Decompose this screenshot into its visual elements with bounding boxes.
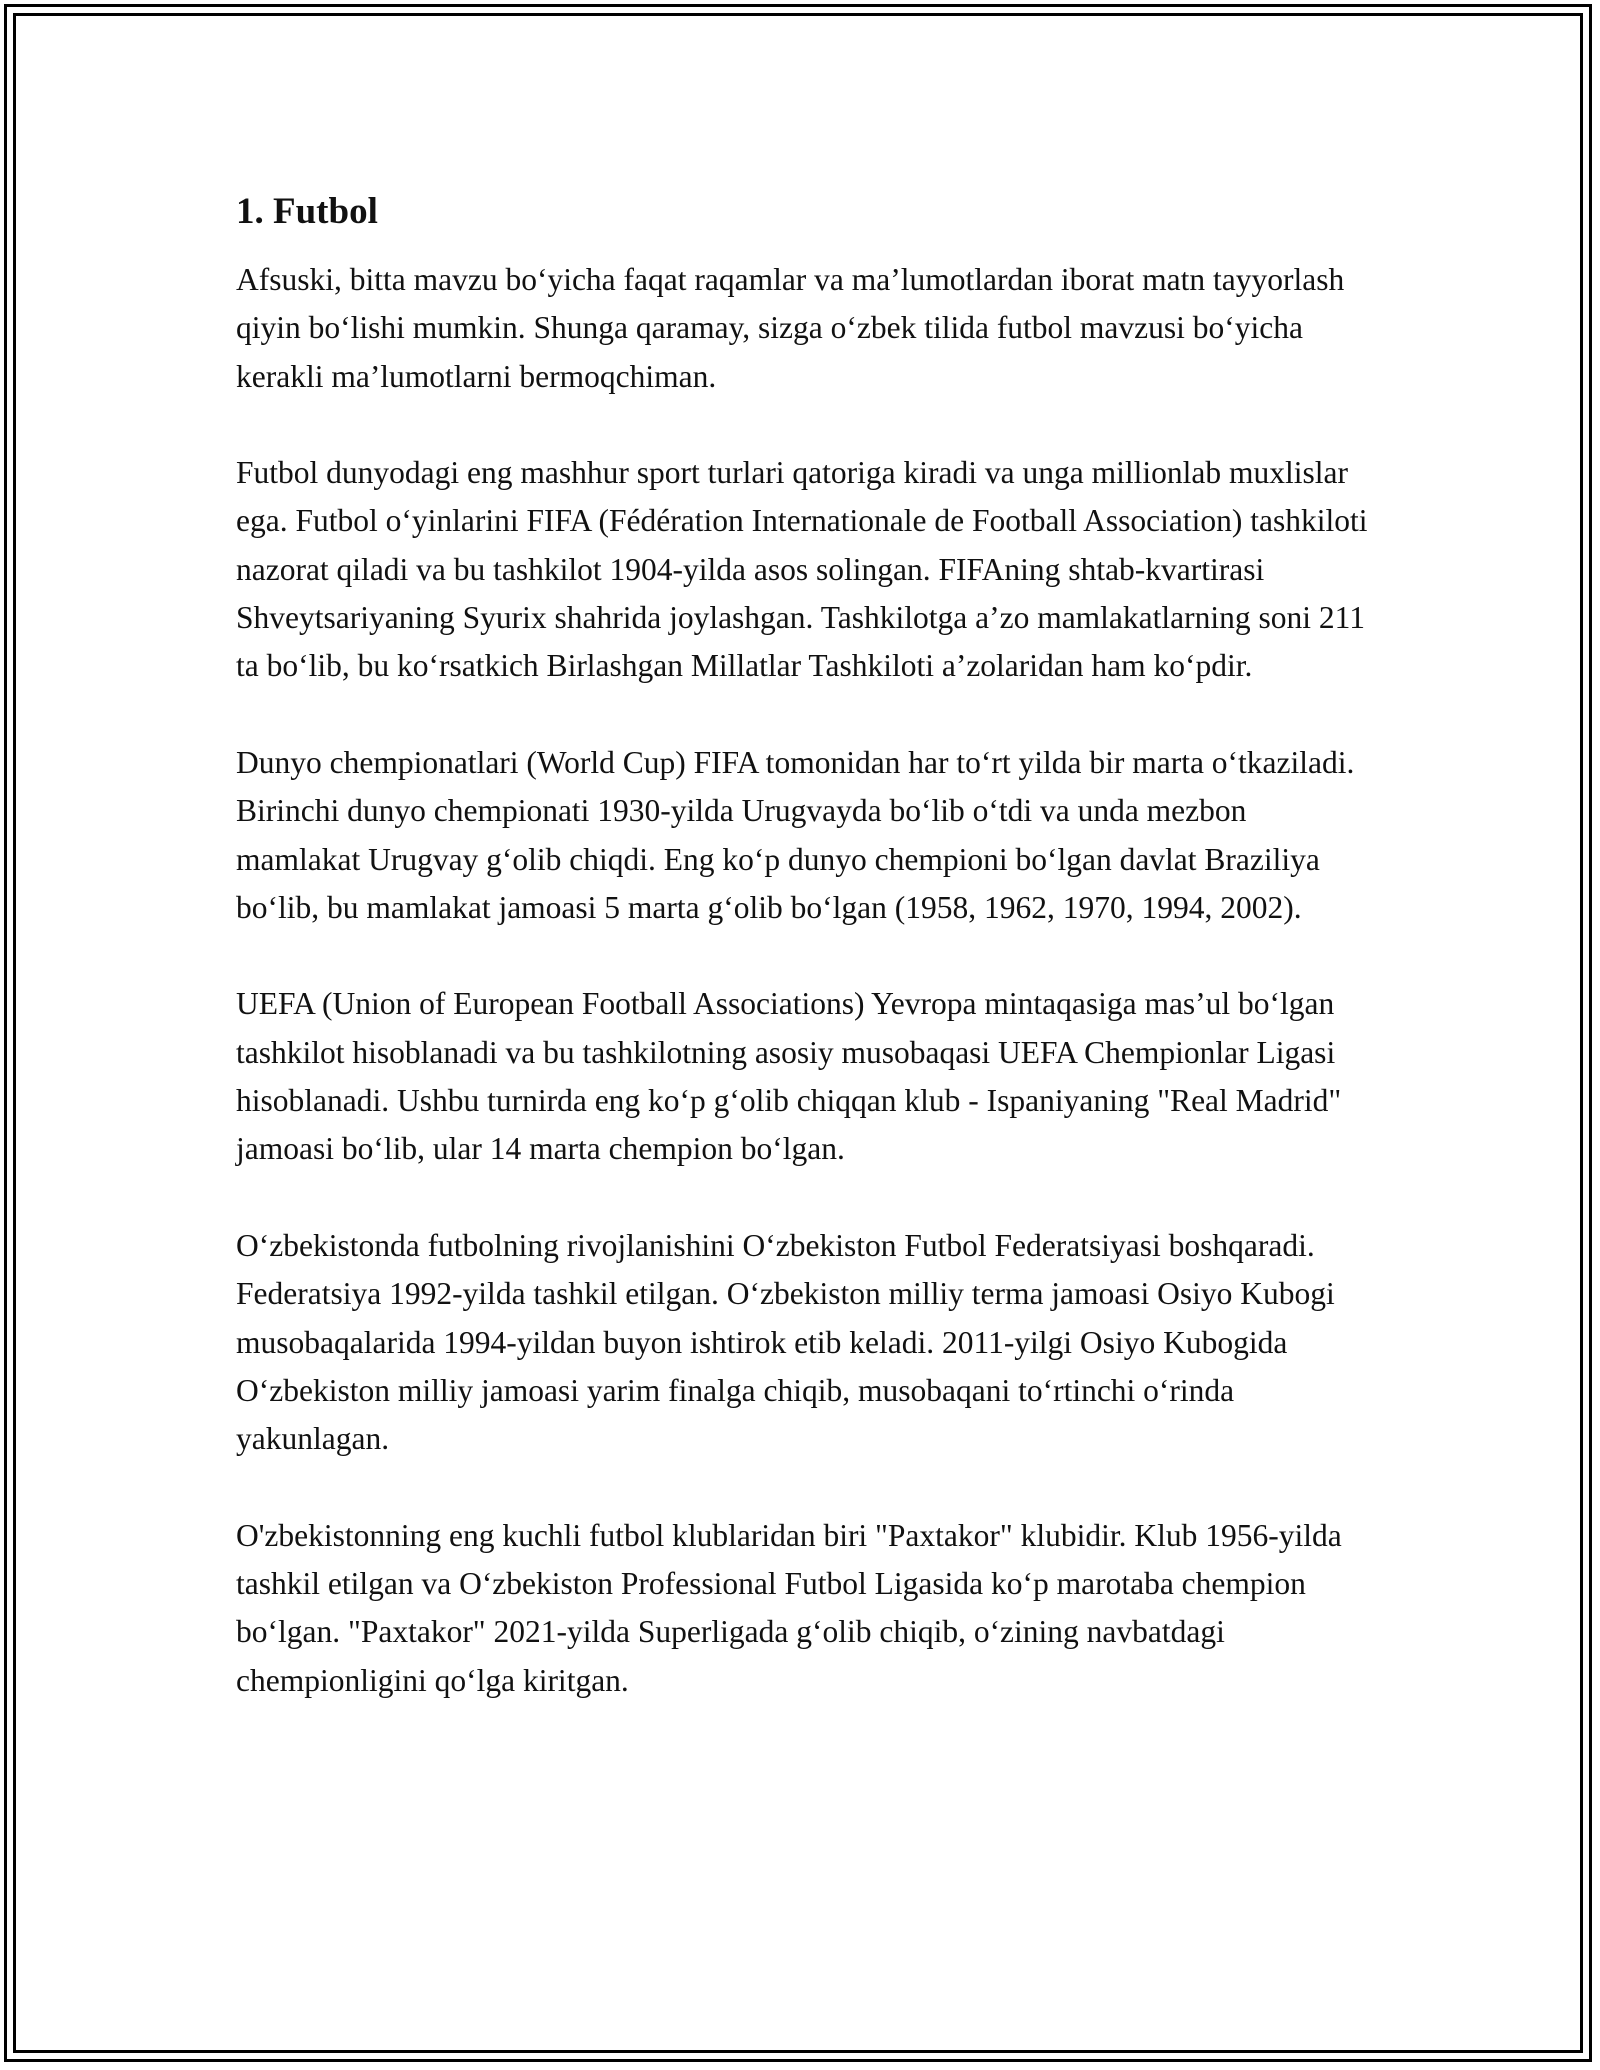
paragraph-uzbekistan-federation: Oʻzbekistonda futbolning rivojlanishini Oʻzbekiston Futbol Federatsiyasi boshqaradi. Federatsiya 1992-yilda tashkil etilgan. Oʻzbekiston milliy terma jamoasi Osiyo Kubogi musobaqalarida 1994-yildan buyon ishtirok etib keladi. 2011-yilgi Osiyo Kubogida Oʻzbekiston milliy jamoasi yarim finalga chiqib, musobaqani toʻrtinchi oʻrinda yakunlagan.: [236, 1227, 1335, 1457]
paragraph-world-cup: Dunyo chempionatlari (World Cup) FIFA tomonidan har toʻrt yilda bir marta oʻtkaziladi. Birinchi dunyo chempionati 1930-yilda Urugvayda boʻlib oʻtdi va unda mezbon mamlakat Urugvay gʻolib chiqdi. Eng koʻp dunyo chempioni boʻlgan davlat Braziliya boʻlib, bu mamlakat jamoasi 5 marta gʻolib boʻlgan (1958, 1962, 1970, 1994, 2002).: [236, 744, 1355, 925]
document-title: 1. Futbol: [236, 191, 378, 232]
paragraph-fifa: Futbol dunyodagi eng mashhur sport turlari qatoriga kiradi va unga millionlab muxlislar ega. Futbol oʻyinlarini FIFA (Fédération Internationale de Football Association) tashkiloti nazorat qiladi va bu tashkilot 1904-yilda asos solingan. FIFAning shtab-kvartirasi Shveytsariyaning Syurix shahrida joylashgan. Tashkilotga a’zo mamlakatlarning soni 211 ta boʻlib, bu koʻrsatkich Birlashgan Millatlar Tashkiloti a’zolaridan ham koʻpdir.: [236, 455, 1368, 684]
paragraph-intro: Afsuski, bitta mavzu boʻyicha faqat raqamlar va ma’lumotlardan iborat matn tayyorlash qiyin boʻlishi mumkin. Shunga qaramay, sizga oʻzbek tilida futbol mavzusi boʻyicha kerakli ma’lumotlarni bermoqchiman.: [236, 262, 1345, 394]
document-body: [236, 188, 1376, 1753]
paragraph-uefa: UEFA (Union of European Football Associations) Yevropa mintaqasiga mas’ul boʻlgan tashkilot hisoblanadi va bu tashkilotning asosiy musobaqasi UEFA Chempionlar Ligasi hisoblanadi. Ushbu turnirda eng koʻp gʻolib chiqqan klub - Ispaniyaning "Real Madrid" jamoasi boʻlib, ular 14 marta chempion boʻlgan.: [236, 986, 1342, 1167]
paragraph-paxtakor: O'zbekistonning eng kuchli futbol klublaridan biri "Paxtakor" klubidir. Klub 1956-yilda tashkil etilgan va Oʻzbekiston Professional Futbol Ligasida koʻp marotaba chempion boʻlgan. "Paxtakor" 2021-yilda Superligada gʻolib chiqib, oʻzining navbatdagi chempionligini qoʻlga kiritgan.: [236, 1517, 1342, 1698]
